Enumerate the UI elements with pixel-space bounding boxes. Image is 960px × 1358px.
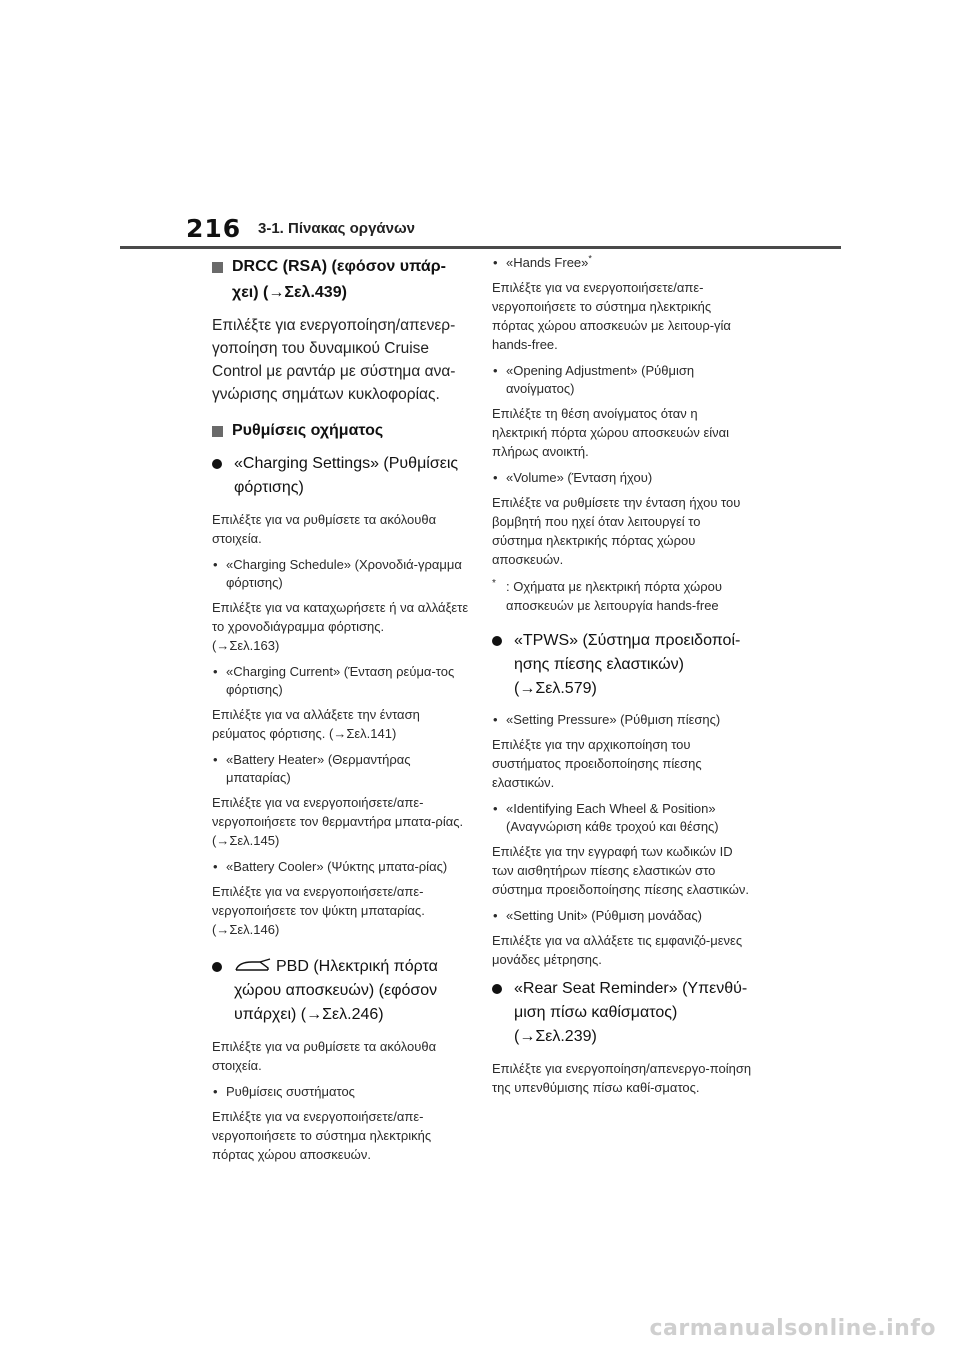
rear-seat-reminder-description: Επιλέξτε για ενεργοποίηση/απενεργο-ποίηση της υπενθύμισης πίσω καθί-σματος. bbox=[492, 1061, 752, 1095]
page-ref[interactable]: (→Σελ.163) bbox=[212, 638, 280, 653]
battery-heater-description: Επιλέξτε για να ενεργοποιήσετε/απε-νεργοποιήσετε τον θερμαντήρα μπατα-ρίας. (→Σελ.145) bbox=[212, 795, 464, 848]
battery-cooler-description: Επιλέξτε για να ενεργοποιήσετε/απε-νεργοποιήσετε τον ψύκτη μπαταρίας. (→Σελ.146) bbox=[212, 884, 425, 937]
drcc-title-line-1: DRCC (RSA) (εφόσον υπάρ- bbox=[232, 258, 446, 275]
footnote: * : Οχήματα με ηλεκτρική πόρτα χώρου αποσκευών με λειτουργία hands-free bbox=[492, 577, 752, 615]
bullet-hands-free: • «Hands Free»* bbox=[492, 254, 752, 272]
heading-charging-settings: «Charging Settings» (Ρυθμίσεις φόρτισης) bbox=[212, 452, 470, 500]
charging-description: Επιλέξτε για να ρυθμίσετε τα ακόλουθα στοιχεία. bbox=[212, 512, 437, 546]
volume-description: Επιλέξτε να ρυθμίσετε την ένταση ήχου του βομβητή που ηχεί όταν λειτουργεί το σύστημα ηλεκτρικής πόρτας χώρου αποσκευών. bbox=[492, 495, 741, 567]
setting-pressure-description: Επιλέξτε για την αρχικοποίηση του συστήματος προειδοποίησης πίεσης ελαστικών. bbox=[492, 737, 702, 790]
left-column bbox=[212, 254, 470, 1172]
system-settings-description: Επιλέξτε για να ενεργοποιήσετε/απε-νεργοποιήσετε το σύστημα ηλεκτρικής πόρτας χώρου αποσκευών. bbox=[212, 1109, 432, 1162]
watermark: carmanualsonline.info bbox=[649, 1316, 936, 1341]
drcc-description: Επιλέξτε για ενεργοποίηση/απενερ-γοποίηση του δυναμικού Cruise Control με ραντάρ με σύστημα ανα-γνώρισης σημάτων κυκλοφορίας. bbox=[212, 317, 456, 403]
bullet-setting-pressure: • «Setting Pressure» (Ρύθμιση πίεσης) bbox=[492, 711, 752, 729]
bullet-setting-unit: • «Setting Unit» (Ρύθμιση μονάδας) bbox=[492, 907, 752, 925]
header-rule bbox=[120, 246, 841, 249]
page-ref[interactable]: (→Σελ.146) bbox=[212, 922, 280, 937]
bullet-battery-cooler: • «Battery Cooler» (Ψύκτης μπατα-ρίας) bbox=[212, 858, 470, 876]
bullet-charging-schedule: • «Charging Schedule» (Χρονοδιά-γραμμα φόρτισης) bbox=[212, 556, 470, 592]
setting-unit-description: Επιλέξτε για να αλλάξετε τις εμφανιζό-μενες μονάδες μέτρησης. bbox=[492, 933, 743, 967]
round-bullet-icon bbox=[492, 636, 502, 646]
chapter-title: 3-1. Πίνακας οργάνων bbox=[258, 220, 415, 237]
bullet-opening-adjustment: • «Opening Adjustment» (Ρύθμιση ανοίγματος) bbox=[492, 362, 752, 398]
right-column bbox=[492, 254, 752, 1105]
bullet-system-settings: • Ρυθμίσεις συστήματος bbox=[212, 1083, 470, 1101]
bullet-identifying-wheel: • «Identifying Each Wheel & Position» (Αναγνώριση κάθε τροχού και θέσης) bbox=[492, 800, 752, 836]
bullet-volume: • «Volume» (Ένταση ήχου) bbox=[492, 469, 752, 487]
bullet-battery-heater: • «Battery Heater» (Θερμαντήρας μπαταρίας) bbox=[212, 751, 470, 787]
car-tailgate-icon bbox=[234, 958, 272, 974]
bullet-charging-current: • «Charging Current» (Ένταση ρεύμα-τος φόρτισης) bbox=[212, 663, 470, 699]
round-bullet-icon bbox=[212, 459, 222, 469]
footnote-marker: * bbox=[588, 253, 592, 264]
identifying-wheel-description: Επιλέξτε για την εγγραφή των κωδικών ID των αισθητήρων πίεσης ελαστικών στο σύστημα προειδοποίησης πίεσης ελαστικών. bbox=[492, 844, 750, 897]
section-heading-vehicle-settings: Ρυθμίσεις οχήματος bbox=[212, 418, 470, 444]
section-heading-drcc bbox=[212, 254, 470, 306]
square-bullet-icon bbox=[212, 262, 223, 273]
page-number: 216 bbox=[186, 214, 242, 243]
opening-adjustment-description: Επιλέξτε τη θέση ανοίγματος όταν η ηλεκτρική πόρτα χώρου αποσκευών είναι πλήρως ανοικτή. bbox=[492, 406, 730, 459]
arrow-icon: → bbox=[268, 284, 285, 301]
heading-tpws: «TPWS» (Σύστημα προειδοποί-ησης πίεσης ελαστικών) (→Σελ.579) bbox=[492, 629, 752, 701]
charging-schedule-description: Επιλέξτε για να καταχωρήσετε ή να αλλάξετε το χρονοδιάγραμμα φόρτισης. (→Σελ.163) bbox=[212, 600, 469, 653]
charging-current-description: Επιλέξτε για να αλλάξετε την ένταση ρεύματος φόρτισης. (→Σελ.141) bbox=[212, 707, 420, 741]
square-bullet-icon bbox=[212, 426, 223, 437]
round-bullet-icon bbox=[492, 984, 502, 994]
drcc-title-line-2: χει) (→Σελ.439) bbox=[232, 284, 347, 301]
heading-rear-seat-reminder: «Rear Seat Reminder» (Υπενθύ-μιση πίσω καθίσματος) (→Σελ.239) bbox=[492, 977, 752, 1049]
footnote-marker: * bbox=[492, 578, 496, 589]
heading-pbd: PBD (Ηλεκτρική πόρτα χώρου αποσκευών) (εφόσον υπάρχει) (→Σελ.246) bbox=[212, 955, 470, 1027]
pbd-description: Επιλέξτε για να ρυθμίσετε τα ακόλουθα στοιχεία. bbox=[212, 1039, 437, 1073]
drcc-page-ref[interactable]: Σελ.439) bbox=[284, 284, 347, 301]
hands-free-description: Επιλέξτε για να ενεργοποιήσετε/απε-νεργοποιήσετε το σύστημα ηλεκτρικής πόρτας χώρου αποσκευών με λειτουρ-γία hands-free. bbox=[492, 280, 731, 352]
round-bullet-icon bbox=[212, 962, 222, 972]
